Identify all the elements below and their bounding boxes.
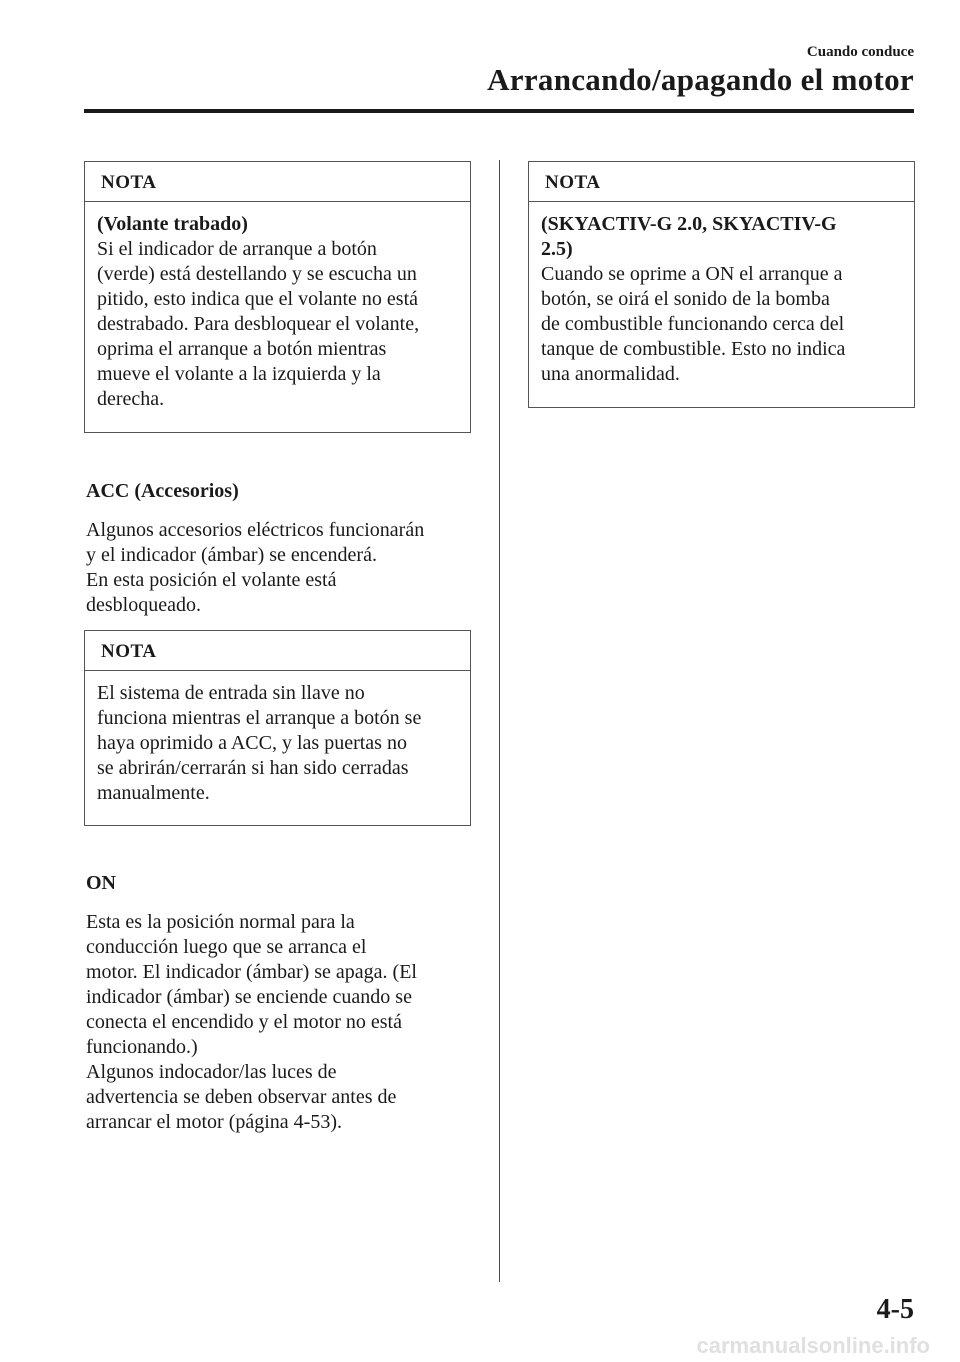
on-heading: ON bbox=[86, 872, 116, 894]
note-box-keyless-entry bbox=[84, 630, 471, 826]
page-number: 4-5 bbox=[876, 1294, 914, 1325]
note-body bbox=[529, 202, 914, 395]
page-title: Arrancando/apagando el motor bbox=[487, 62, 914, 97]
note-label: NOTA bbox=[85, 162, 470, 202]
note-text: Si el indicador de arranque a botón (verde) está destellando y se escucha un pitido, esto indica que el volante no está destrabado. Para desbloquear el volante, oprima el arranque a botón mientras mueve el volante a la izquierda y la derecha. bbox=[97, 238, 420, 410]
note-label: NOTA bbox=[529, 162, 914, 202]
section-title: Cuando conduce bbox=[806, 44, 914, 60]
note-label: NOTA bbox=[85, 631, 470, 671]
note-box-steering-lock bbox=[84, 161, 471, 433]
acc-text: Algunos accesorios eléctricos funcionarán y el indicador (ámbar) se encenderá. En esta posición el volante está desbloqueado. bbox=[86, 519, 425, 616]
note-text: Cuando se oprime a ON el arranque a botón, se oirá el sonido de la bomba de combustible funcionando cerca del tanque de combustible. Esto no indica una anormalidad. bbox=[541, 263, 846, 385]
note-subtitle: (Volante trabado) bbox=[97, 213, 248, 235]
acc-section bbox=[86, 479, 476, 618]
note-box-fuel-pump bbox=[528, 161, 915, 408]
column-divider bbox=[499, 160, 500, 1282]
note-body bbox=[85, 671, 470, 814]
note-text: El sistema de entrada sin llave no funciona mientras el arranque a botón se haya oprimido a ACC, y las puertas no se abrirán/cerrarán si han sido cerradas manualmente. bbox=[97, 682, 422, 804]
watermark: carmanualsonline.info bbox=[696, 1333, 930, 1358]
acc-heading: ACC (Accesorios) bbox=[86, 480, 239, 502]
note-subtitle: (SKYACTIV-G 2.0, SKYACTIV-G 2.5) bbox=[541, 213, 837, 260]
header-rule bbox=[84, 109, 914, 113]
on-section bbox=[86, 871, 476, 1135]
note-body bbox=[85, 202, 470, 420]
on-text: Esta es la posición normal para la conducción luego que se arranca el motor. El indicador (ámbar) se apaga. (El indicador (ámbar) se enciende cuando se conecta el encendido y el motor no está funcionando.) Algunos indocador/las luces de advertencia se deben observar antes de arrancar el motor (página 4-53). bbox=[86, 911, 417, 1133]
